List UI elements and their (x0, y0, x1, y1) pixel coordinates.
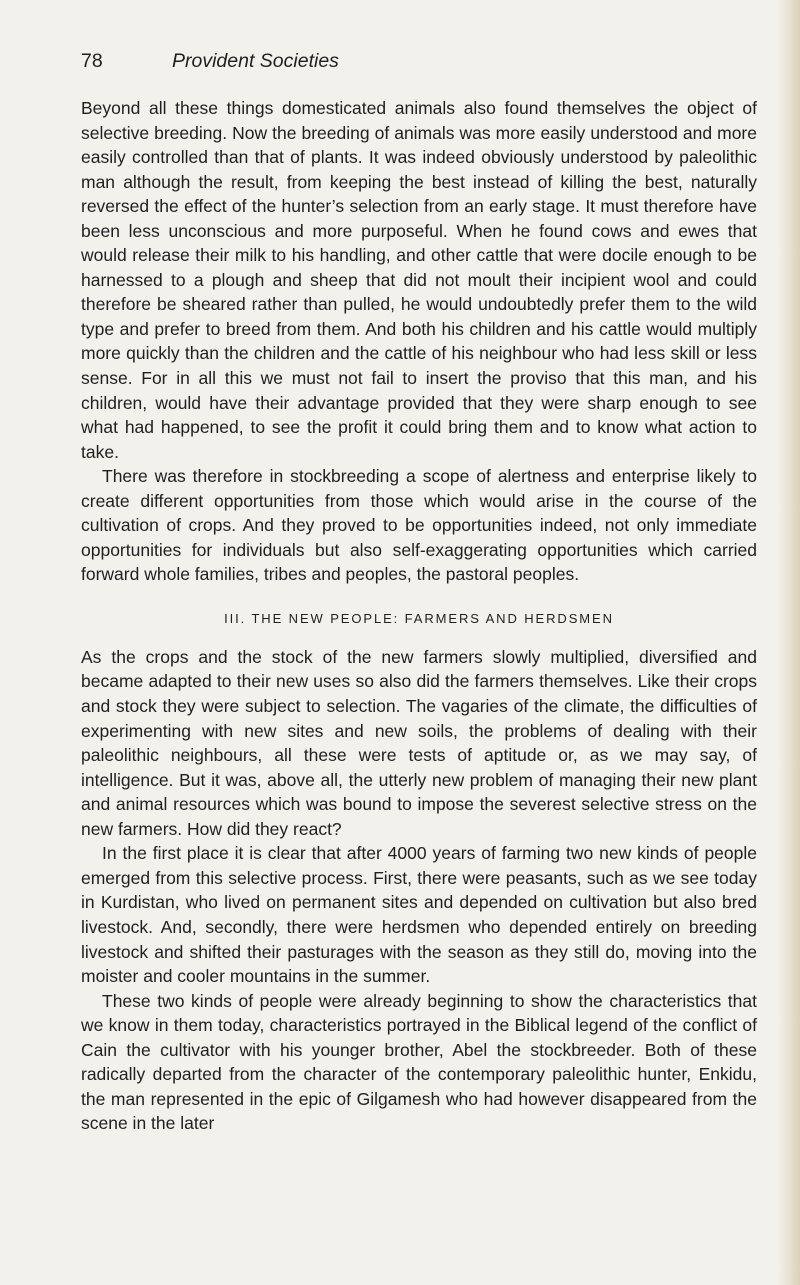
paragraph: These two kinds of people were already beginning to show the characteristics that we know in them today, characteristics portrayed in the Biblical legend of the conflict of Cain the cultivator with his younger brother, Abel the stockbreeder. Both of these radically departed from the character of the contemporary paleolithic hunter, Enkidu, the man represented in the epic of Gilgamesh who had however disappeared from the scene in the later (81, 990, 757, 1134)
section-heading: III. THE NEW PEOPLE: FARMERS AND HERDSMEN (224, 610, 614, 626)
paragraph: In the first place it is clear that after 4000 years of farming two new kinds of people emerged from this selective process. First, there were peasants, such as we see today in Kurdistan, who lived on permanent sites and depended on cultivation but also bred livestock. And, secondly, there were herdsmen who depended entirely on breeding livestock and shifted their pasturages with the season as they still do, moving into the moister and cooler mountains in the summer. (81, 843, 757, 987)
paragraph: Beyond all these things domesticated animals also found themselves the object of selective breeding. Now the breeding of animals was more easily understood and more easily controlled than that of plants. It was indeed obviously understood by paleolithic man although the result, from keeping the best instead of killing the best, naturally reversed the effect of the hunter’s selection from an early stage. It must therefore have been less unconscious and more purposeful. When he found cows and ewes that would release their milk to his handling, and other cattle that were docile enough to be harnessed to a plough and sheep that did not moult their incipient wool and could therefore be sheared rather than pulled, he would undoubtedly prefer them to the wild type and prefer to breed from them. And both his children and his cattle would multiply more quickly than the children and the cattle of his neighbour who had less skill or less sense. For in all this we must not fail to insert the proviso that this man, and his children, would have their advantage provided that they were sharp enough to see what had happened, to see the profit it could bring them and to know what action to take. (81, 98, 757, 462)
paragraph: As the crops and the stock of the new farmers slowly multiplied, diversified and became adapted to their new uses so also did the farmers themselves. Like their crops and stock they were subject to selection. The vagaries of the climate, the difficulties of experimenting with new sites and new soils, the problems of dealing with their paleolithic neighbours, all these were tests of aptitude or, as we may say, of intelligence. But it was, above all, the utterly new problem of managing their new plant and animal resources which was bound to impose the severest selective stress on the new farmers. How did they react? (81, 646, 757, 839)
book-page (81, 50, 757, 1136)
page-number: 78 (81, 50, 103, 72)
page-edge-shadow (778, 0, 800, 1285)
running-head (81, 50, 757, 76)
paragraph: There was therefore in stockbreeding a scope of alertness and enterprise likely to create different opportunities from those which would arise in the course of the cultivation of crops. And they proved to be opportunities indeed, not only immediate opportunities for individuals but also self-exaggerating opportunities which carried forward whole families, tribes and peoples, the pastoral peoples. (81, 466, 757, 585)
body-text (81, 96, 757, 1136)
running-title: Provident Societies (172, 50, 339, 72)
